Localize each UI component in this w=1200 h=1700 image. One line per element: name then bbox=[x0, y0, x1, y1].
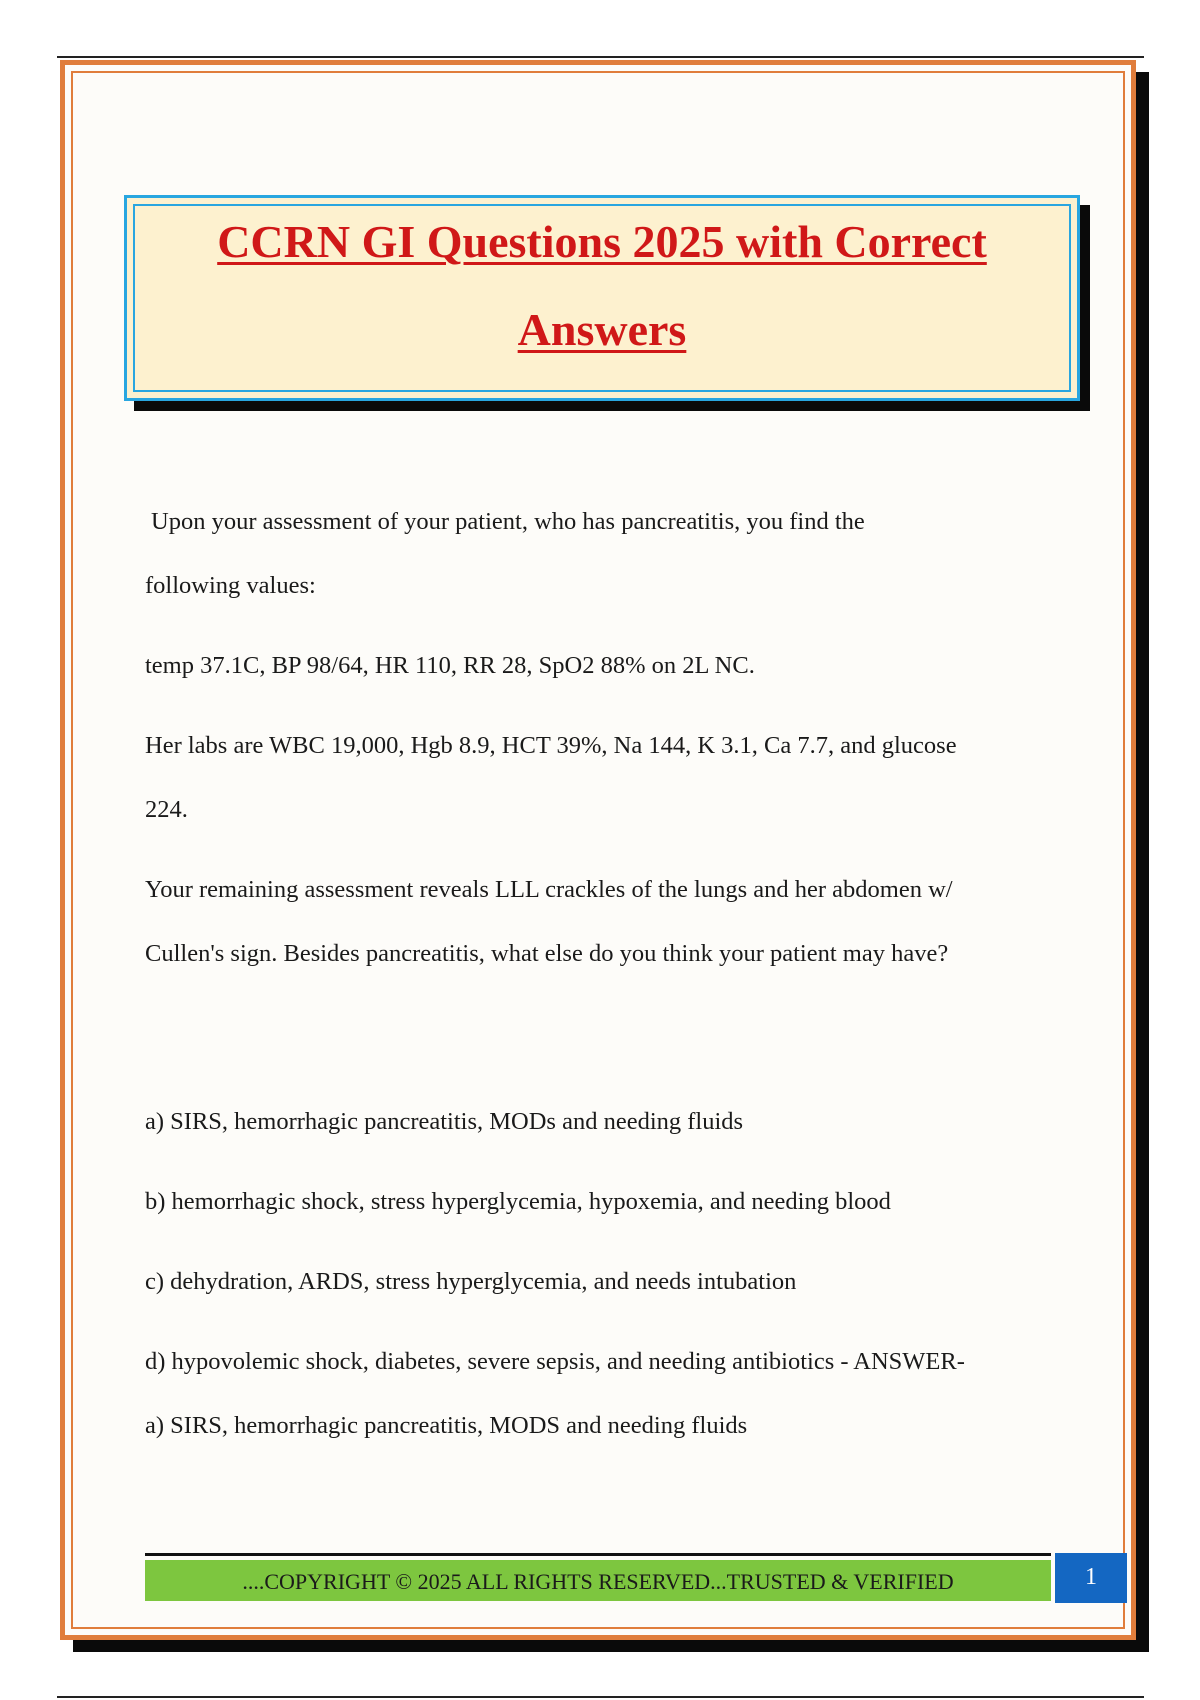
top-rule bbox=[57, 56, 1144, 58]
answer-option-a: a) SIRS, hemorrhagic pancreatitis, MODs and needing fluids bbox=[145, 1108, 744, 1135]
question-intro-line2: following values: bbox=[145, 572, 316, 599]
question-intro-line1: Upon your assessment of your patient, who has pancreatitis, you find the bbox=[151, 508, 865, 535]
correct-answer: a) SIRS, hemorrhagic pancreatitis, MODS and needing fluids bbox=[145, 1412, 748, 1439]
question-labs-line1: Her labs are WBC 19,000, Hgb 8.9, HCT 39%, Na 144, K 3.1, Ca 7.7, and glucose bbox=[145, 732, 957, 759]
answer-option-c: c) dehydration, ARDS, stress hyperglycemia, and needs intubation bbox=[145, 1268, 797, 1295]
question-vitals: temp 37.1C, BP 98/64, HR 110, RR 28, SpO2 88% on 2L NC. bbox=[145, 652, 755, 679]
question-body bbox=[145, 490, 1065, 1458]
document-title-line1: CCRN GI Questions 2025 with Correct bbox=[217, 216, 987, 267]
title-box bbox=[124, 195, 1080, 401]
bottom-rule bbox=[57, 1696, 1144, 1698]
question-labs-line2: 224. bbox=[145, 796, 188, 823]
page-number bbox=[1055, 1553, 1127, 1603]
question-assessment-line1: Your remaining assessment reveals LLL crackles of the lungs and her abdomen w/ bbox=[145, 876, 953, 903]
question-assessment-line2: Cullen's sign. Besides pancreatitis, what else do you think your patient may have? bbox=[145, 940, 949, 967]
answer-option-b: b) hemorrhagic shock, stress hyperglycemia, hypoxemia, and needing blood bbox=[145, 1188, 891, 1215]
page-number-text: 1 bbox=[1085, 1564, 1097, 1590]
footer-copyright-bar bbox=[145, 1560, 1051, 1601]
footer-rule bbox=[145, 1553, 1051, 1556]
answer-option-d: d) hypovolemic shock, diabetes, severe sepsis, and needing antibiotics - ANSWER- bbox=[145, 1348, 965, 1375]
footer-copyright-text: ....COPYRIGHT © 2025 ALL RIGHTS RESERVED...TRUSTED & VERIFIED bbox=[242, 1569, 954, 1594]
document-title-line2: Answers bbox=[517, 304, 687, 355]
document-title bbox=[127, 198, 1077, 374]
